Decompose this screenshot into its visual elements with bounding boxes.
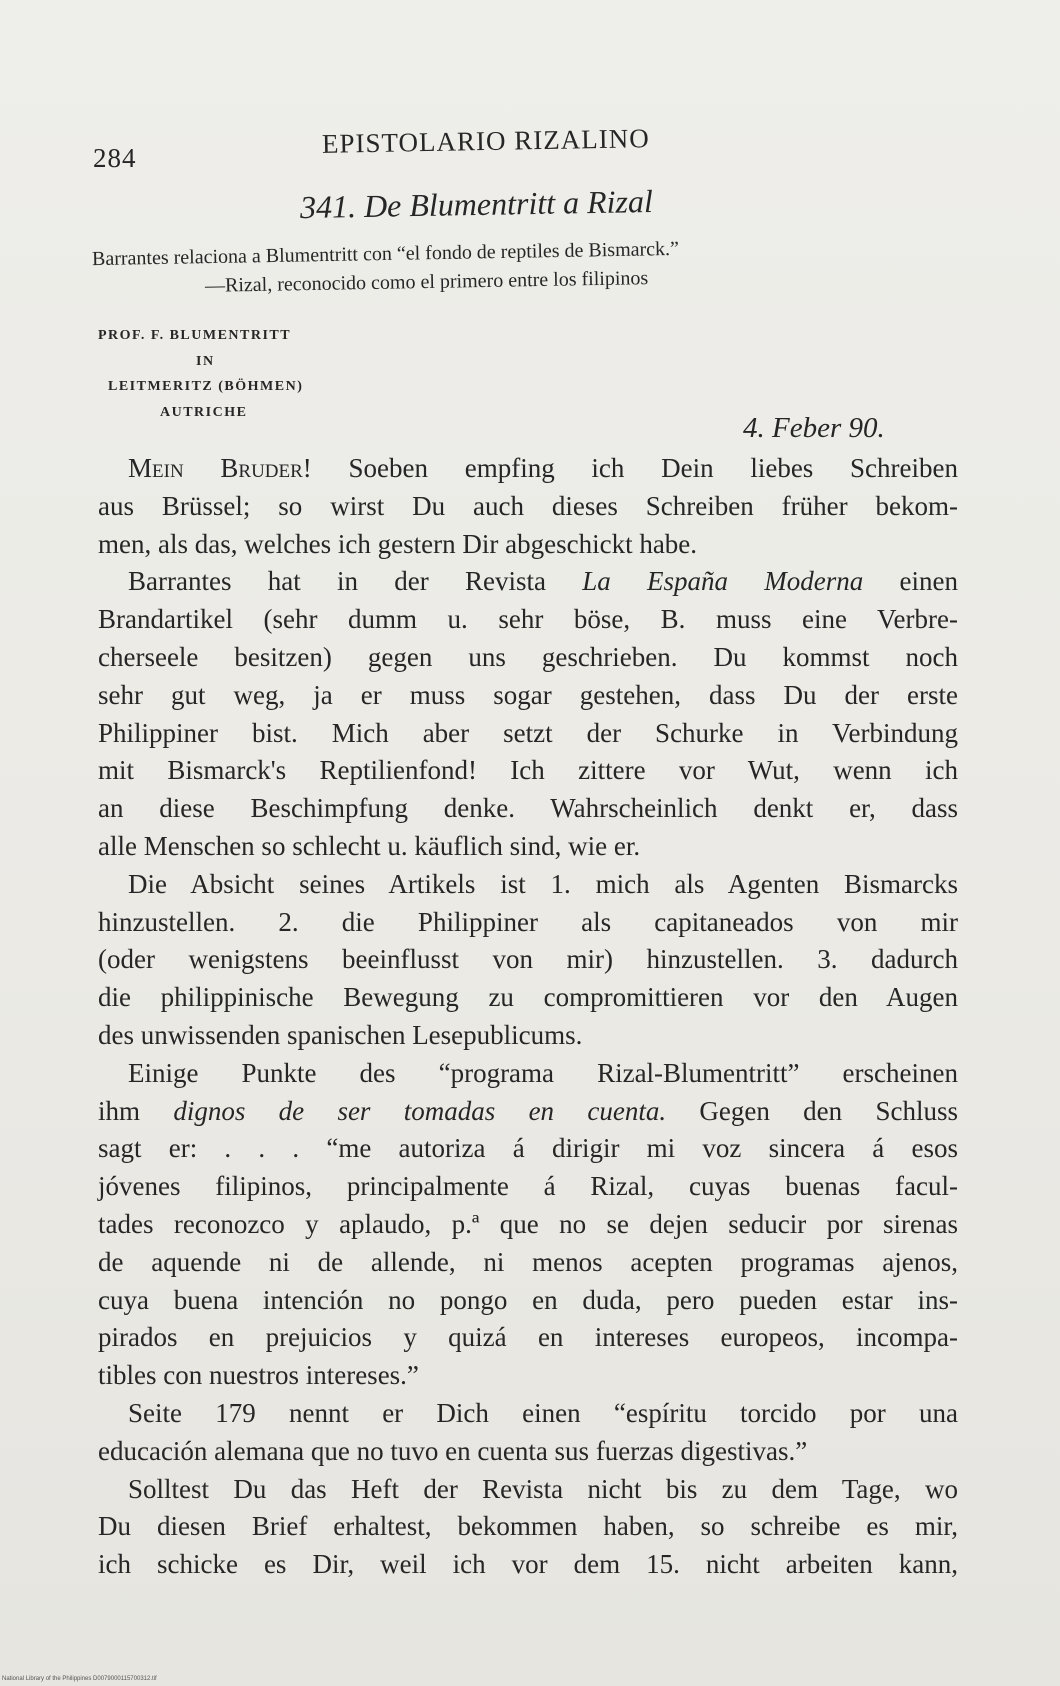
text-line: des unwissenden spanischen Lesepublicums. [98, 1019, 583, 1050]
text-line: aus Brüssel; so wirst Du auch dieses Schreiben früher bekom- [98, 490, 958, 521]
text-line: ich schicke es Dir, weil ich vor dem 15. nicht arbeiten kann, [98, 1549, 958, 1580]
text-line: Barrantes hat in der Revista La España Moderna einen [128, 566, 959, 597]
text-line: Solltest Du das Heft der Revista nicht bis zu dem Tage, wo [128, 1473, 958, 1504]
text-line: sagt er: . . . “me autoriza á dirigir mi voz sincera á esos [98, 1133, 958, 1164]
text-line: cuya buena intención no pongo en duda, pero pueden estar ins- [98, 1284, 958, 1315]
text-line: Mein Bruder! Soeben empfing ich Dein liebes Schreiben [128, 453, 959, 483]
text-line: Einige Punkte des “programa Rizal-Blumentritt” erscheinen [128, 1057, 958, 1088]
text-line: mit Bismarck's Reptilienfond! Ich zittere vor Wut, wenn ich [98, 755, 958, 786]
text-line: die philippinische Bewegung zu compromittieren vor den Augen [98, 982, 958, 1013]
letter-body [98, 450, 958, 1584]
scan-footer-label: National Library of the Philippines D0079000115700312.tif [2, 1676, 157, 1682]
address-line-2: IN [196, 354, 215, 369]
text-line: de aquende ni de allende, ni menos acepten programas ajenos, [98, 1246, 958, 1277]
address-line-4: AUTRICHE [160, 405, 248, 420]
text-line: Seite 179 nennt er Dich einen “espíritu torcido por una [128, 1397, 958, 1428]
text-line: Philippiner bist. Mich aber setzt der Schurke in Verbindung [98, 717, 958, 748]
text-line: men, als das, welches ich gestern Dir abgeschickt habe. [98, 528, 698, 559]
text-line: jóvenes filipinos, principalmente á Rizal, cuyas buenas facul- [98, 1171, 958, 1202]
page-number: 284 [93, 143, 137, 173]
address-line-1: PROF. F. BLUMENTRITT [98, 328, 292, 343]
letter-title: 341. De Blumentritt a Rizal [299, 182, 654, 226]
text-line: tades reconozco y aplaudo, p.ª que no se dejen seducir por sirenas [98, 1208, 958, 1239]
quoted-phrase: dignos de ser tomadas en cuenta. [173, 1095, 667, 1126]
text-line: educación alemana que no tuvo en cuenta sus fuerzas digestivas.” [98, 1435, 808, 1466]
text-line: sehr gut weg, ja er muss sogar gestehen, dass Du der erste [98, 679, 958, 710]
letter-date: 4. Feber 90. [743, 412, 885, 444]
text-line: Die Absicht seines Artikels ist 1. mich als Agenten Bismarcks [128, 868, 958, 899]
text-line: alle Menschen so schlecht u. käuflich sind, wie er. [98, 830, 641, 861]
running-title: EPISTOLARIO RIZALINO [321, 123, 650, 159]
text-line: tibles con nuestros intereses.” [98, 1360, 419, 1391]
text-line: (oder wenigstens beeinflusst von mir) hinzustellen. 3. dadurch [98, 944, 958, 975]
text-line: ihm dignos de ser tomadas en cuenta. Gegen den Schluss [98, 1095, 958, 1126]
text-line: an diese Beschimpfung denke. Wahrscheinlich denkt er, dass [98, 793, 958, 824]
letter-summary-line-2: —Rizal, reconocido como el primero entre los filipinos [204, 267, 649, 297]
letter-summary-line-1: Barrantes relaciona a Blumentritt con “el fondo de reptiles de Bismarck.” [91, 237, 680, 271]
text-line: pirados en prejuicios y quizá en intereses europeos, incompa- [98, 1322, 958, 1353]
text-line: hinzustellen. 2. die Philippiner als capitaneados von mir [98, 906, 958, 937]
address-line-3: LEITMERITZ (BÖHMEN) [108, 379, 304, 394]
text-line: Brandartikel (sehr dumm u. sehr böse, B. muss eine Verbre- [98, 604, 958, 635]
salutation: Mein Bruder! [128, 453, 312, 483]
text-line: Du diesen Brief erhaltest, bekommen haben, so schreibe es mir, [98, 1511, 958, 1542]
journal-title: La España Moderna [582, 566, 864, 597]
text-line: cherseele besitzen) gegen uns geschrieben. Du kommst noch [98, 641, 958, 672]
